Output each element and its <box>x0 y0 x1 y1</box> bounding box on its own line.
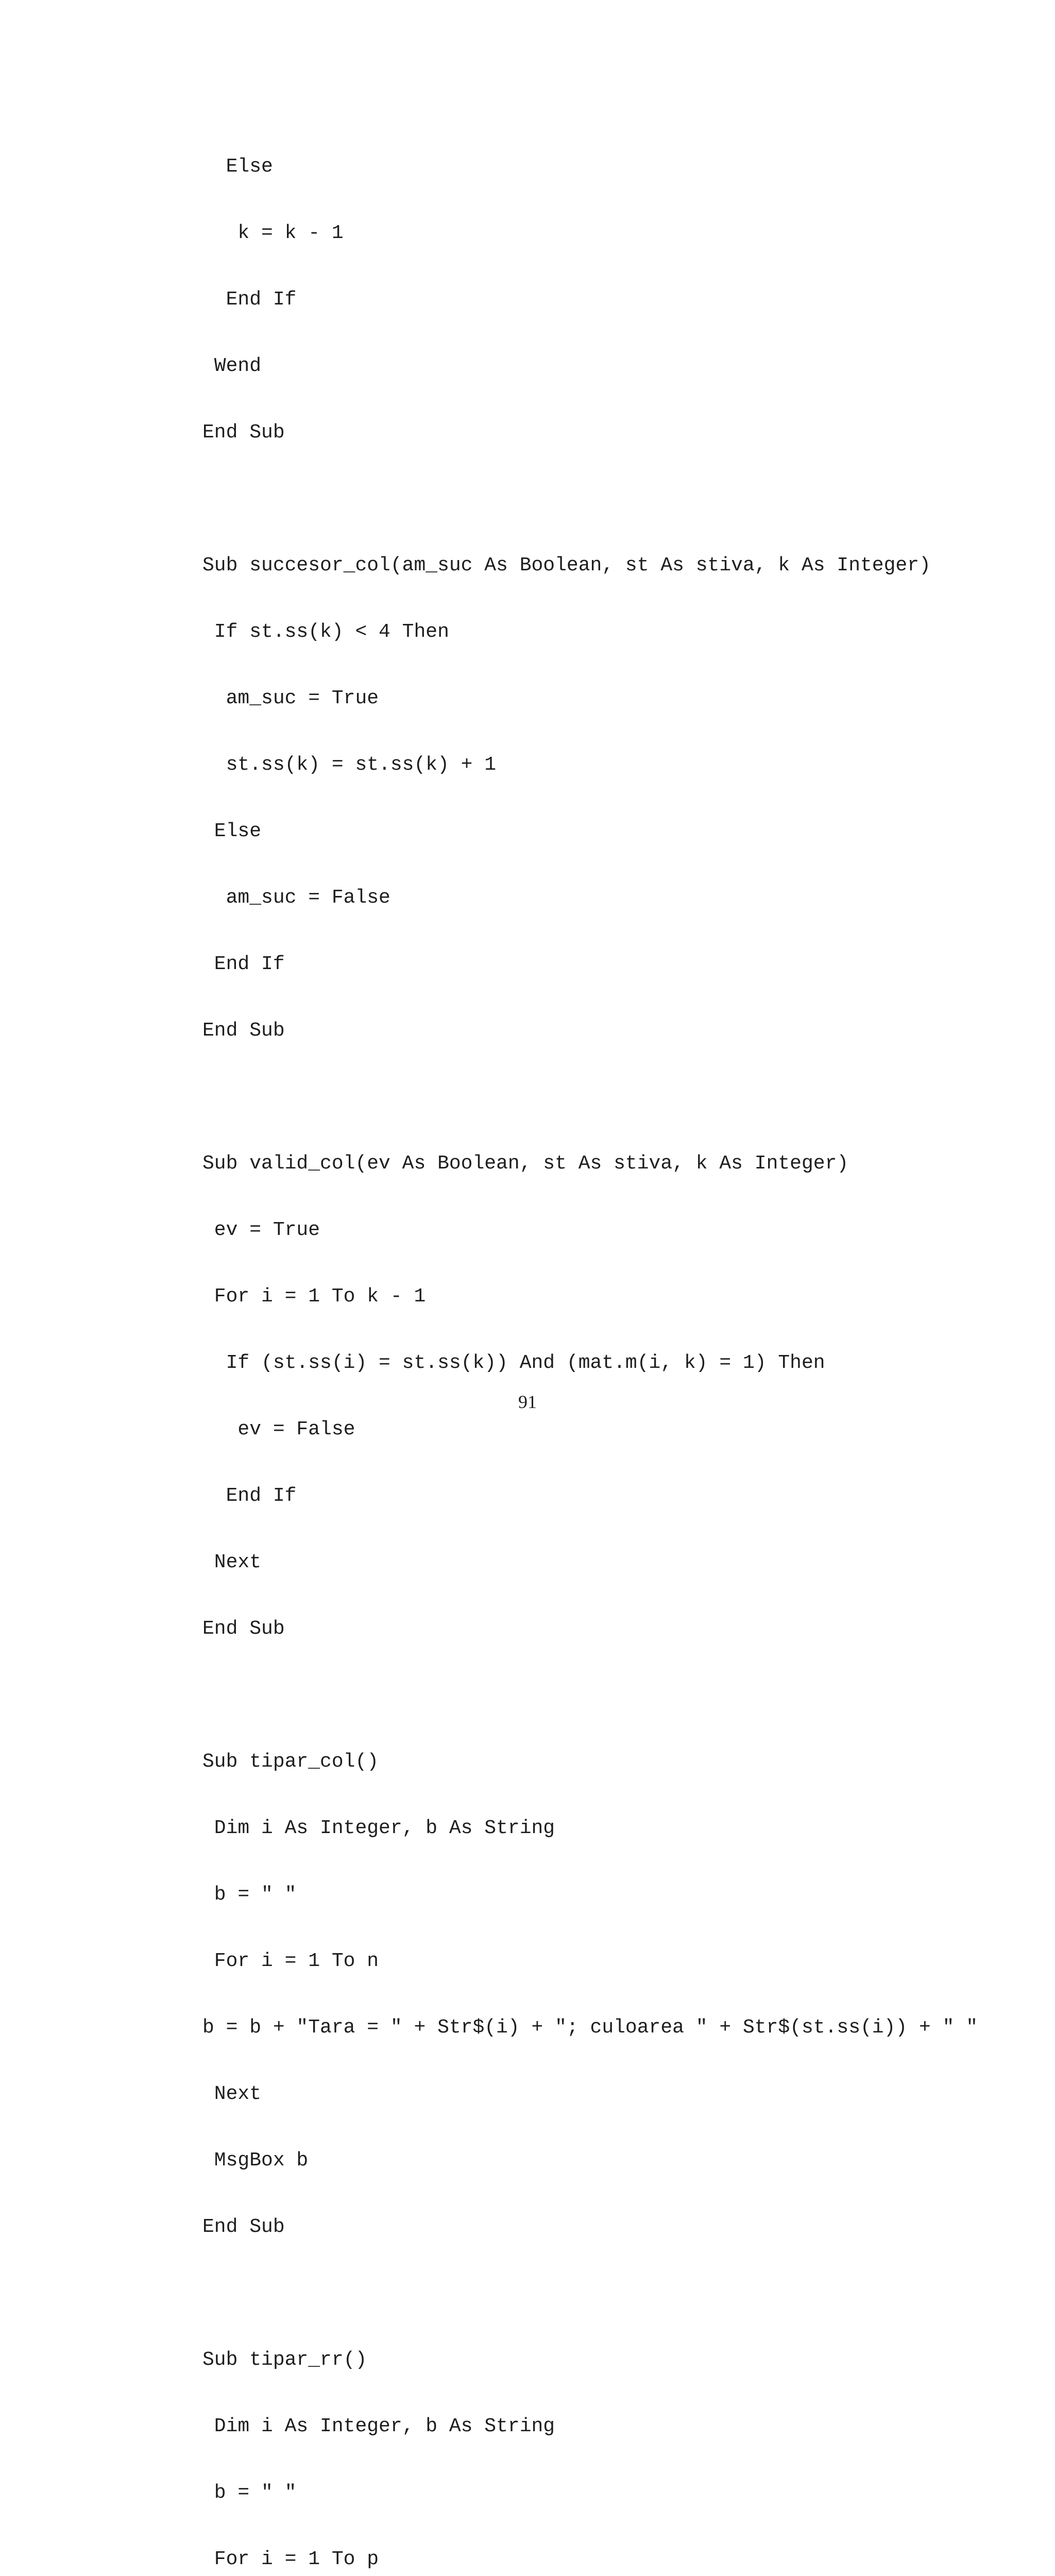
code-line: am_suc = False <box>202 887 390 909</box>
code-line: Dim i As Integer, b As String <box>202 2415 555 2437</box>
code-line: End If <box>202 953 285 975</box>
code-line: ev = True <box>202 1219 320 1241</box>
code-line: Else <box>202 156 273 178</box>
code-line: am_suc = True <box>202 687 379 709</box>
code-line: If (st.ss(i) = st.ss(k)) And (mat.m(i, k) = 1) Then <box>202 1352 825 1374</box>
page-number: 91 <box>518 1392 537 1412</box>
code-line: b = " " <box>202 1884 297 1906</box>
code-line: Dim i As Integer, b As String <box>202 1817 555 1839</box>
code-line: MsgBox b <box>202 2149 309 2172</box>
code-line: If st.ss(k) < 4 Then <box>202 621 449 643</box>
code-line: End Sub <box>202 1020 285 1042</box>
code-line: Next <box>202 2083 262 2105</box>
code-line: b = " " <box>202 2482 297 2504</box>
code-line: End Sub <box>202 2216 285 2238</box>
code-line <box>202 1086 978 1108</box>
code-line <box>202 488 978 510</box>
code-line: Sub tipar_col() <box>202 1751 379 1773</box>
code-line: Sub tipar_rr() <box>202 2349 367 2371</box>
code-line <box>202 1684 978 1706</box>
code-line: Next <box>202 1551 262 1573</box>
code-listing <box>202 111 978 2576</box>
code-line: For i = 1 To k - 1 <box>202 1285 426 1308</box>
code-line: Else <box>202 820 262 842</box>
code-line: Sub succesor_col(am_suc As Boolean, st As stiva, k As Integer) <box>202 554 931 577</box>
code-line: End If <box>202 1485 297 1507</box>
code-line: b = b + "Tara = " + Str$(i) + "; culoarea " + Str$(st.ss(i)) + " " <box>202 2016 978 2039</box>
code-line: End If <box>202 289 297 311</box>
code-line: st.ss(k) = st.ss(k) + 1 <box>202 754 497 776</box>
code-line: End Sub <box>202 1618 285 1640</box>
code-line: Sub valid_col(ev As Boolean, st As stiva, k As Integer) <box>202 1153 849 1175</box>
code-line: For i = 1 To p <box>202 2548 379 2570</box>
code-line: For i = 1 To n <box>202 1950 379 1972</box>
code-line: Wend <box>202 355 262 377</box>
code-line: k = k - 1 <box>202 222 344 244</box>
code-line: End Sub <box>202 421 285 444</box>
code-line: ev = False <box>202 1418 355 1440</box>
code-line <box>202 2282 978 2304</box>
